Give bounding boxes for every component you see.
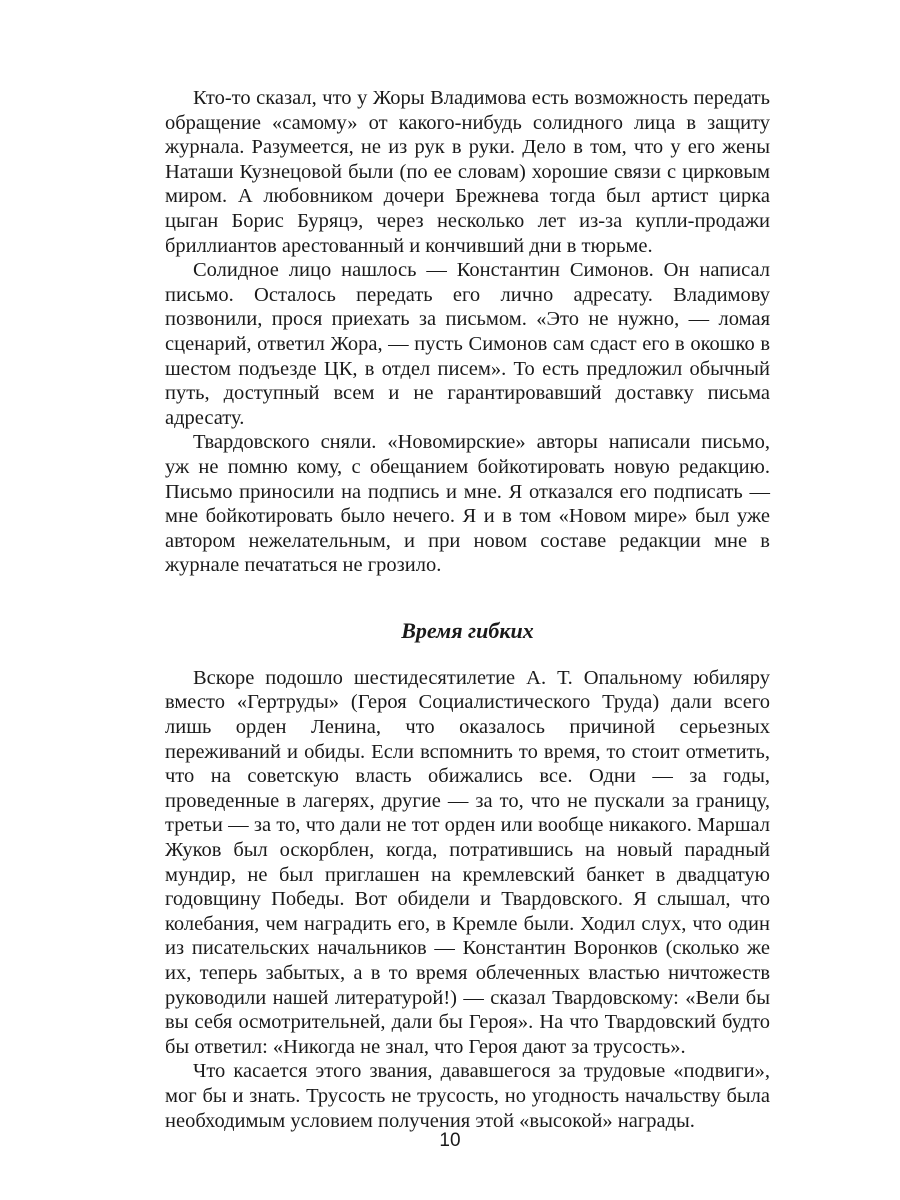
paragraph: Что касается этого звания, дававшегося за трудовые «подвиги», мог бы и знать. Трусость не трусость, но угодность начальству была необходимым условием получения этой «высокой» награды. <box>165 1060 770 1132</box>
section-title: Время гибких <box>401 617 534 643</box>
paragraph: Кто-то сказал, что у Жоры Владимова есть возможность передать обращение «самому» от какого-нибудь солидного лица в защиту журнала. Разумеется, не из рук в руки. Дело в том, что у его жены Наташи Кузнецовой были (по ее словам) хорошие связи с цирковым миром. А любовником дочери Брежнева тогда был артист цирка цыган Борис Буряцэ, через несколько лет из-за купли-продажи бриллиантов арестованный и кончивший дни в тюрьме. <box>165 87 770 257</box>
paragraph: Солидное лицо нашлось — Константин Симонов. Он написал письмо. Осталось передать его лично адресату. Владимову позвонили, прося приехать за письмом. «Это не нужно, — ломая сценарий, ответил Жора, — пусть Симонов сам сдаст его в окошко в шестом подъезде ЦК, в отдел писем». То есть предложил обычный путь, доступный всем и не гарантировавший доставку письма адресату. <box>165 259 770 429</box>
paragraph: Вскоре подошло шестидесятилетие А. Т. Опальному юбиляру вместо «Гертруды» (Героя Социалистического Труда) дали всего лишь орден Ленина, что оказалось причиной серьезных переживаний и обиды. Если вспомнить то время, то стоит отметить, что на советскую власть обижались все. Одни — за годы, проведенные в лагерях, другие — за то, что не пускали за границу, третьи — за то, что дали не тот орден или вообще никакого. Маршал Жуков был оскорблен, когда, потратившись на новый парадный мундир, не был приглашен на кремлевский банкет в двадцатую годовщину Победы. Вот обидели и Твардовского. Я слышал, что колебания, чем наградить его, в Кремле были. Ходил слух, что один из писательских начальников — Константин Воронков (сколько же их, теперь забытых, а в то время облеченных властью ничтожеств руководили нашей литературой!) — сказал Твардовскому: «Вели бы вы себя осмотрительней, дали бы Героя». На что Твардовский будто бы ответил: «Никогда не знал, что Героя дают за трусость». <box>165 666 770 1058</box>
paragraph: Твардовского сняли. «Новомирские» авторы написали письмо, уж не помню кому, с обещанием бойкотировать новую редакцию. Письмо приносили на подпись и мне. Я отказался его подписать — мне бойкотировать было нечего. Я и в том «Новом мире» был уже автором нежелательным, и при новом составе редакции мне в журнале печататься не грозило. <box>165 431 770 577</box>
page-body <box>165 86 770 1133</box>
page-number: 10 <box>439 1130 461 1151</box>
